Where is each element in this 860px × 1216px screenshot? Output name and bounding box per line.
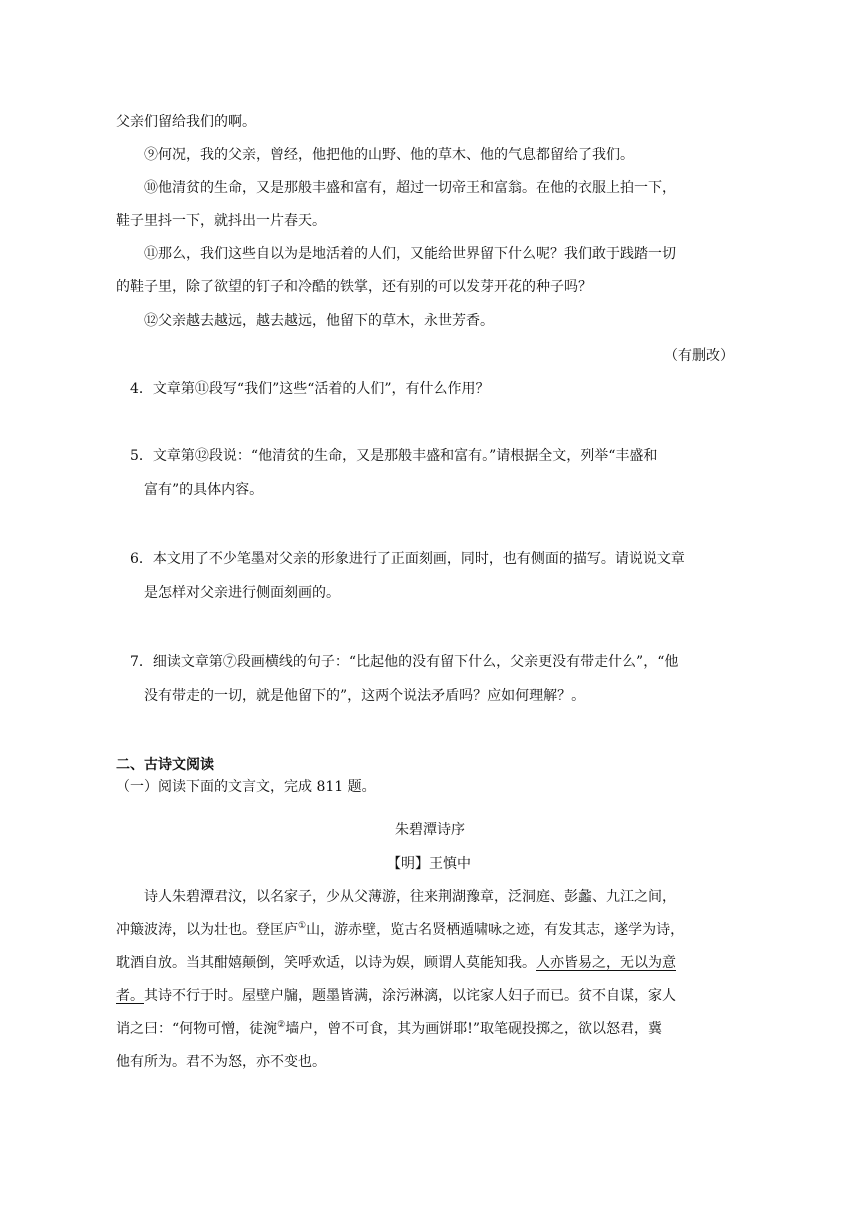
passage-paragraph-11: ⑪那么，我们这些自以为是地活着的人们，又能给世界留下什么呢？我们敢于践踏一切: [144, 246, 676, 262]
underlined-sentence-end: 者。: [116, 988, 144, 1004]
question-5: 5．文章第⑫段说：“他清贫的生命，又是那般丰盛和富有。”请根据全文，列举“丰盛和: [130, 448, 658, 464]
passage-paragraph-10: ⑩他清贫的生命，又是那般丰盛和富有，超过一切帝王和富翁。在他的衣服上拍一下，: [144, 180, 676, 196]
passage-paragraph-9: ⑨何况，我的父亲，曾经，他把他的山野、他的草木、他的气息都留给了我们。: [144, 147, 634, 163]
classical-text-line: 诮之曰：“何物可憎，徒涴②墙户，曾不可食，其为画饼耶!”取笔砚投掷之，欲以怒君，冀: [116, 1020, 663, 1037]
edit-note: （有删改）: [664, 348, 734, 364]
classical-text-line: 耽酒自放。当其酣嬉颠倒，笑呼欢适，以诗为娱，顾谓人莫能知我。人亦皆易之，无以为意: [116, 955, 676, 971]
classical-text-line: 冲簸波涛，以为壮也。登匡庐①山，游赤壁，览古名贤栖遁啸咏之迹，有发其志，遂学为诗，: [116, 921, 685, 938]
question-6-continuation: 是怎样对父亲进行侧面刻画的。: [144, 585, 340, 601]
classical-text-line: 者。其诗不行于时。屋壁户牖，题墨皆满，涂污淋漓，以诧家人妇子而已。贫不自谋，家人: [116, 988, 676, 1004]
article-title: 朱碧潭诗序: [395, 822, 465, 838]
question-7-continuation: 没有带走的一切，就是他留下的”，这两个说法矛盾吗？应如何理解？。: [144, 688, 586, 704]
question-7: 7．细读文章第⑦段画横线的句子：“比起他的没有留下什么，父亲更没有带走什么”，“他: [130, 654, 679, 670]
question-6: 6．本文用了不少笔墨对父亲的形象进行了正面刻画，同时，也有侧面的描写。请说说文章: [130, 551, 685, 567]
classical-text-line: 他有所为。君不为怒，亦不变也。: [116, 1054, 326, 1070]
question-4: 4．文章第⑪段写“我们”这些“活着的人们”，有什么作用？: [130, 381, 490, 397]
footnote-marker: ②: [277, 1020, 286, 1030]
question-5-continuation: 富有”的具体内容。: [144, 482, 264, 498]
classical-text-line: 诗人朱碧潭君汶，以名家子，少从父薄游，往来荆湖豫章，泛洞庭、彭蠡、九江之间，: [144, 889, 676, 905]
passage-line: 的鞋子里，除了欲望的钉子和冷酷的铁掌，还有别的可以发芽开花的种子吗？: [116, 279, 592, 295]
footnote-marker: ①: [298, 921, 307, 931]
article-author: 【明】王慎中: [387, 856, 471, 872]
passage-line: 父亲们留给我们的啊。: [116, 114, 256, 130]
section-heading: 二、古诗文阅读: [116, 757, 214, 773]
passage-line: 鞋子里抖一下，就抖出一片春天。: [116, 213, 326, 229]
underlined-sentence: 人亦皆易之，无以为意: [536, 955, 676, 971]
section-instruction: （一）阅读下面的文言文，完成 811 题。: [116, 779, 376, 795]
passage-paragraph-12: ⑫父亲越去越远，越去越远，他留下的草木，永世芳香。: [144, 313, 494, 329]
